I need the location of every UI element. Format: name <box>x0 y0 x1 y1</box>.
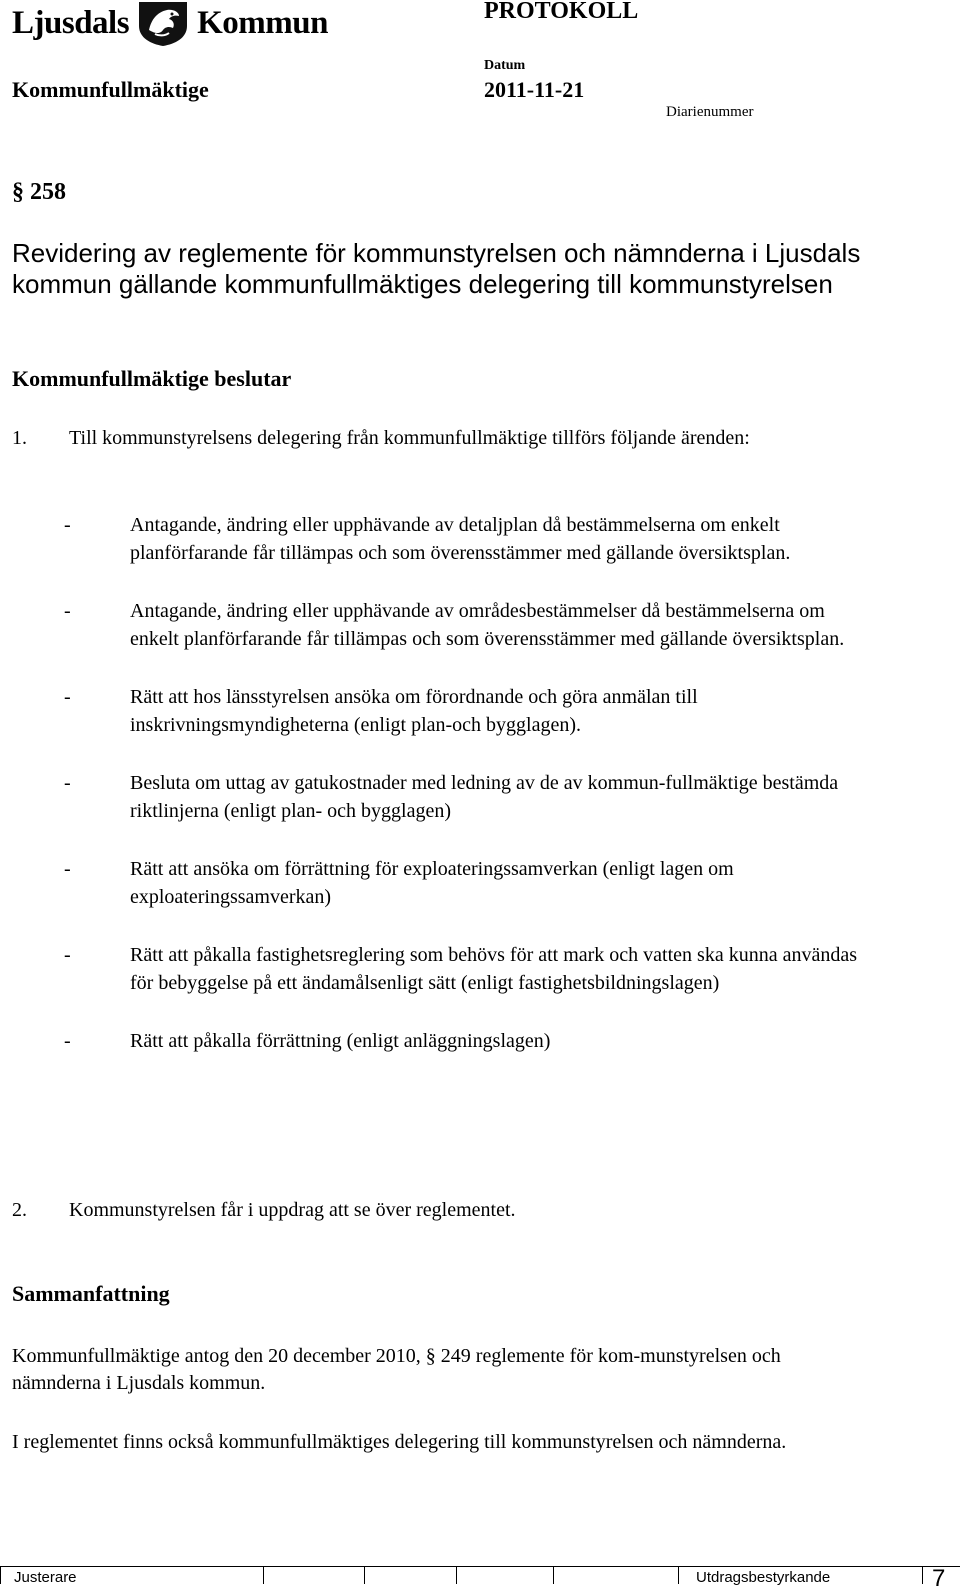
case-title: Revidering av reglemente för kommunstyrelsen och nämnderna i Ljusdals kommun gällande kommunfullmäktiges delegering till kommunstyrelsen <box>12 238 861 299</box>
list-item: - Rätt att påkalla förrättning (enligt anläggningslagen) <box>64 1030 551 1052</box>
page-number: 7 <box>932 1565 946 1592</box>
footer-cell <box>922 1567 923 1584</box>
decision-item-text: Till kommunstyrelsens delegering från kommunfullmäktige tillförs följande ärenden: <box>69 427 750 449</box>
list-item: - Antagande, ändring eller upphävande av detaljplan då bestämmelserna om enkelt planförfarande får tillämpas och som överensstämmer med gällande översiktsplan. <box>64 514 791 564</box>
footer-cell <box>456 1567 457 1584</box>
decision-heading: Kommunfullmäktige beslutar <box>12 366 292 391</box>
footer-cell <box>0 1567 1 1584</box>
delegation-list <box>64 511 864 1085</box>
diary-number-label: Diarienummer <box>666 104 754 120</box>
footer-cell <box>364 1567 365 1584</box>
list-item: - Antagande, ändring eller upphävande av områdesbestämmelser då bestämmelserna om enkelt planförfarande får tillämpas och som överensstämmer med gällande översiktsplan. <box>64 600 845 650</box>
date-value: 2011-11-21 <box>484 77 585 102</box>
footer-cell <box>263 1567 264 1584</box>
decision-item-number: 1. <box>12 427 27 449</box>
section-sign-icon: § <box>12 179 24 205</box>
signature-footer <box>0 1565 960 1592</box>
document-type: PROTOKOLL <box>484 0 639 24</box>
list-item: - Rätt att påkalla fastighetsreglering som behövs för att mark och vatten ska kunna användas för bebyggelse på ett ändamålsenligt sätt (enligt fastighetsbildningslagen) <box>64 944 858 994</box>
decision-item-number: 2. <box>12 1199 27 1221</box>
adjuster-label: Justerare <box>14 1569 77 1586</box>
municipality-logo <box>12 0 332 46</box>
list-item: - Besluta om uttag av gatukostnader med ledning av de av kommun-fullmäktige bestämda riktlinjerna (enligt plan- och bygglagen) <box>64 772 839 822</box>
date-label: Datum <box>484 58 526 73</box>
footer-cell <box>553 1567 554 1584</box>
logo-text-right: Kommun <box>197 4 328 41</box>
list-item: - Rätt att hos länsstyrelsen ansöka om förordnande och göra anmälan till inskrivningsmyndigheterna (enligt plan-och bygglagen). <box>64 686 698 736</box>
certification-label: Utdragsbestyrkande <box>696 1569 831 1586</box>
summary-paragraph: I reglementet finns också kommunfullmäktiges delegering till kommunstyrelsen och nämnderna. <box>12 1431 787 1453</box>
decision-item-text: Kommunstyrelsen får i uppdrag att se över reglementet. <box>69 1199 516 1221</box>
list-item: - Rätt att ansöka om förrättning för exploateringssamverkan (enligt lagen om exploateringssamverkan) <box>64 858 734 908</box>
footer-cell <box>678 1567 679 1584</box>
summary-paragraph: Kommunfullmäktige antog den 20 december 2010, § 249 reglemente för kom-munstyrelsen och nämnderna i Ljusdals kommun. <box>12 1345 781 1394</box>
logo-text-left: Ljusdals <box>12 4 130 41</box>
organ-name: Kommunfullmäktige <box>12 77 209 102</box>
summary-heading: Sammanfattning <box>12 1281 170 1306</box>
paragraph-number: § 258 <box>12 179 66 205</box>
crest-icon <box>135 0 191 46</box>
